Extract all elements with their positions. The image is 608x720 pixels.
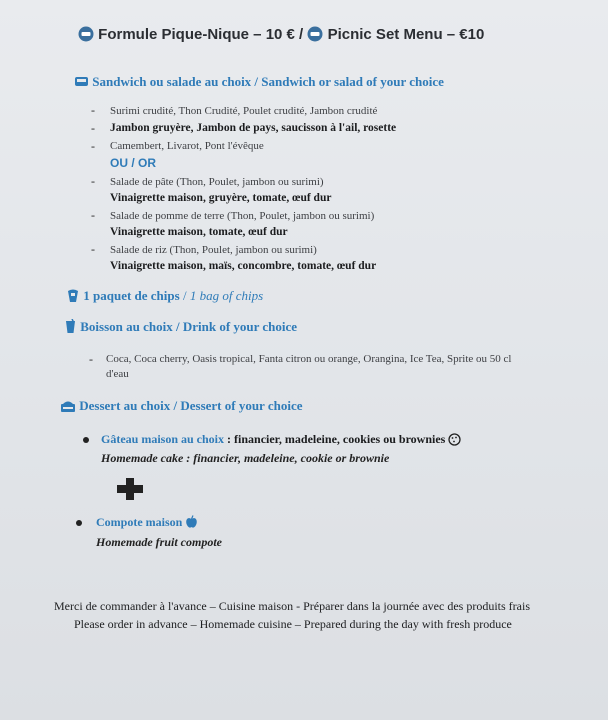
dash-marker: - [91,103,95,117]
cup-icon [64,319,77,338]
compote-english: Homemade fruit compote [96,535,222,549]
salad-name-3: Salade de riz (Thon, Poulet, jambon ou surimi) [110,244,317,256]
title-fr: Formule Pique-Nique – 10 € / [98,26,304,43]
sandwich-item-2: Jambon gruyère, Jambon de pays, saucisson à l'ail, rosette [110,122,397,134]
footer-english: Please order in advance – Homemade cuisine – Prepared during the day with fresh produce [74,617,512,631]
drink-items: Coca, Coca cherry, Oasis tropical, Fanta citron ou orange, Orangina, Ice Tea, Sprite ou 50 cl [106,353,512,365]
title-en: Picnic Set Menu – €10 [327,26,485,43]
menu-title [78,26,484,46]
food-tray-icon [74,75,89,93]
dash-marker: - [91,121,95,135]
dessert-heading: Dessert au choix / Dessert of your choice [60,398,303,417]
dash-marker: - [91,208,95,222]
sandwich-item-1: Surimi crudité, Thon Crudité, Poulet crudité, Jambon crudité [110,105,378,117]
cake-line: Gâteau maison au choix : financier, madeleine, cookies ou brownies [101,432,461,450]
drink-heading: Boisson au choix / Drink of your choice [64,319,297,338]
bullet-marker [83,437,89,443]
or-label: OU / OR [110,156,157,170]
cake-english: Homemade cake : financier, madeleine, cookie or brownie [101,451,390,465]
sandwich-item-3: Camembert, Livarot, Pont l'évêque [110,140,264,152]
footer-french: Merci de commander à l'avance – Cuisine maison - Préparer dans la journée avec des produits frais [54,599,530,613]
chips-icon [66,288,80,307]
salad-detail-3: Vinaigrette maison, maïs, concombre, tomate, œuf dur [110,260,377,272]
salad-detail-1: Vinaigrette maison, gruyère, tomate, œuf dur [110,192,332,204]
plate-icon [78,26,94,46]
dash-marker: - [91,242,95,256]
sandwich-heading: Sandwich ou salade au choix / Sandwich or salad of your choice [74,74,444,93]
dash-marker: - [91,174,95,188]
plate-icon [307,26,323,46]
salad-name-1: Salade de pâte (Thon, Poulet, jambon ou surimi) [110,176,324,188]
plus-icon [117,478,143,505]
cake-box-icon [60,399,76,417]
apple-icon [185,515,198,533]
drink-items-cont: d'eau [106,368,129,380]
cookie-icon [448,433,461,450]
dash-marker: - [89,352,93,366]
chips-line: 1 paquet de chips / 1 bag of chips [66,288,263,307]
compote-line: Compote maison [96,515,198,533]
salad-detail-2: Vinaigrette maison, tomate, œuf dur [110,226,288,238]
salad-name-2: Salade de pomme de terre (Thon, Poulet, jambon ou surimi) [110,210,375,222]
bullet-marker [76,520,82,526]
dash-marker: - [91,139,95,153]
